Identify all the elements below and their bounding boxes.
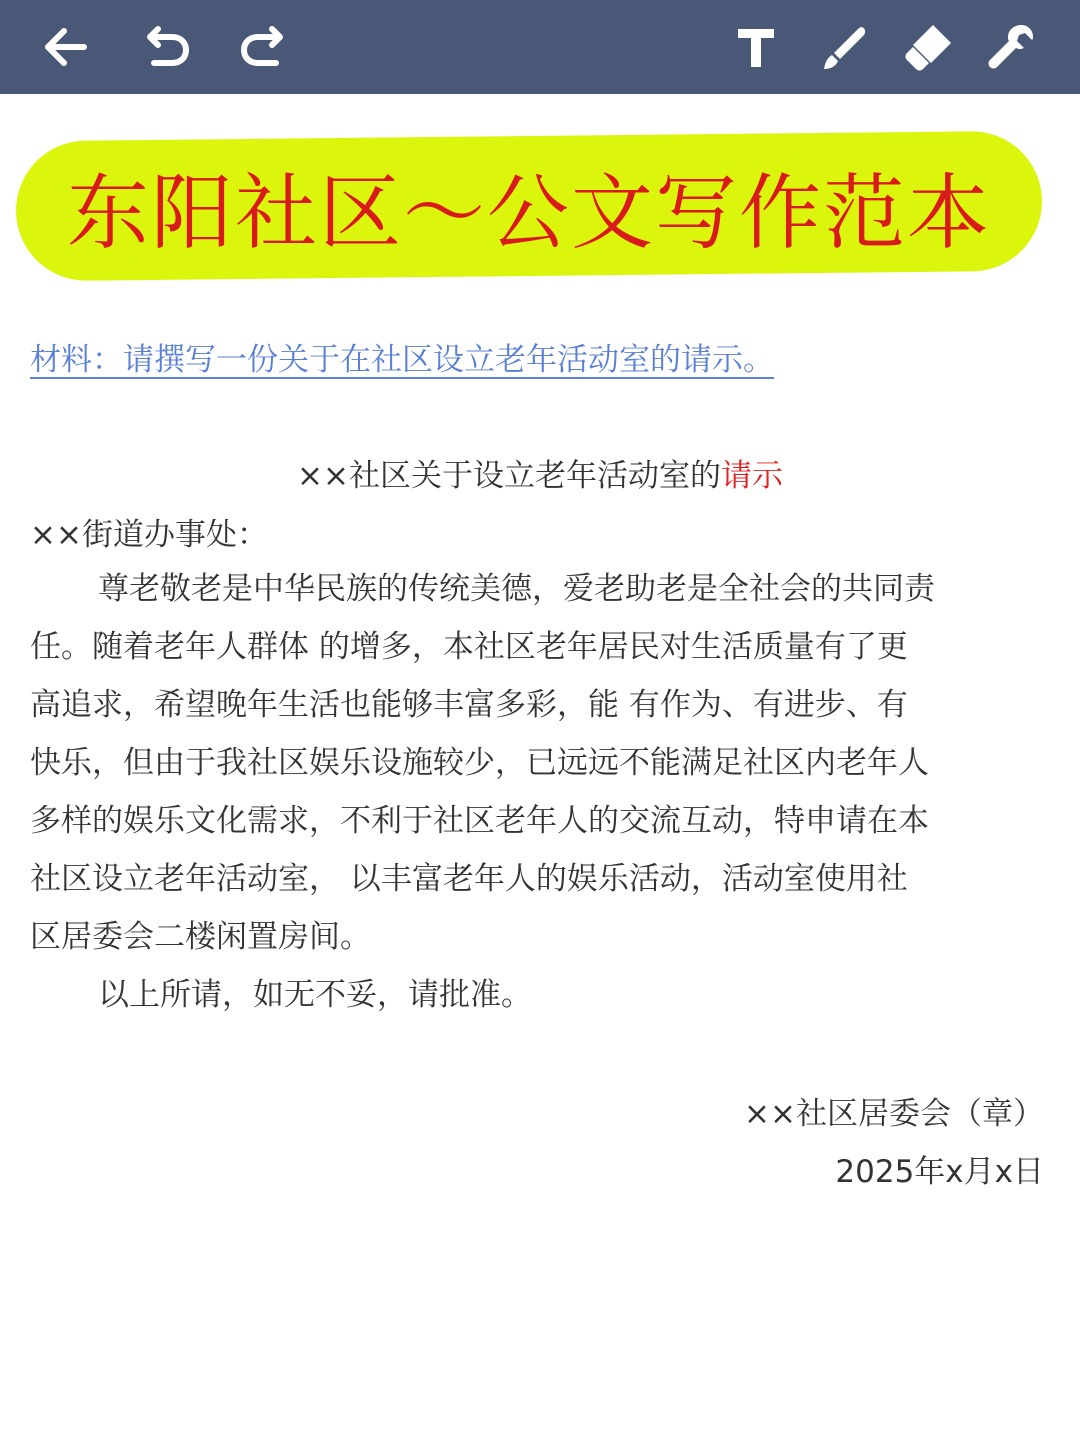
document-addressee: ××街道办事处： xyxy=(30,517,268,553)
page-title: 东阳社区～公文写作范本 xyxy=(66,165,991,261)
undo-icon xyxy=(138,19,194,75)
redo-icon xyxy=(236,19,292,75)
eraser-tool-button[interactable] xyxy=(896,14,962,80)
document-title-prefix: ××社区关于设立老年活动室的 xyxy=(297,458,721,494)
body-line: 社区设立老年活动室， 以丰富老年人的娱乐活动，活动室使用社 xyxy=(30,861,908,897)
document-title-highlight: 请示 xyxy=(720,458,783,494)
body-line: 高追求，希望晚年生活也能够丰富多彩，能 有作为、有进步、有 xyxy=(30,687,908,723)
editor-toolbar xyxy=(0,0,1080,94)
body-line: 多样的娱乐文化需求，不利于社区老年人的交流互动，特申请在本 xyxy=(30,803,929,839)
wrench-icon xyxy=(983,19,1039,75)
back-button[interactable] xyxy=(33,14,99,80)
back-arrow-icon xyxy=(38,19,94,75)
closing-line: 以上所请，如无不妥，请批准。 xyxy=(98,977,532,1013)
brush-icon xyxy=(816,19,872,75)
undo-button[interactable] xyxy=(133,14,199,80)
title-banner xyxy=(16,136,1042,276)
settings-wrench-button[interactable] xyxy=(978,14,1044,80)
text-tool-icon xyxy=(728,19,784,75)
document-body xyxy=(30,560,1050,1024)
document-title xyxy=(0,450,1080,495)
document-date: 2025年x月x日 xyxy=(835,1154,1044,1190)
document-signature: ××社区居委会（章） xyxy=(744,1096,1044,1132)
text-tool-button[interactable] xyxy=(723,14,789,80)
body-line: 尊老敬老是中华民族的传统美德，爱老助老是全社会的共同责 xyxy=(98,571,935,607)
brush-tool-button[interactable] xyxy=(811,14,877,80)
body-line: 区居委会二楼闲置房间。 xyxy=(30,919,371,955)
material-link[interactable]: 材料：请撰写一份关于在社区设立老年活动室的请示。 xyxy=(30,342,774,378)
body-line: 快乐，但由于我社区娱乐设施较少，已远远不能满足社区内老年人 xyxy=(30,745,929,781)
redo-button[interactable] xyxy=(231,14,297,80)
body-line: 任。随着老年人群体 的增多，本社区老年居民对生活质量有了更 xyxy=(30,629,908,665)
eraser-icon xyxy=(901,19,957,75)
